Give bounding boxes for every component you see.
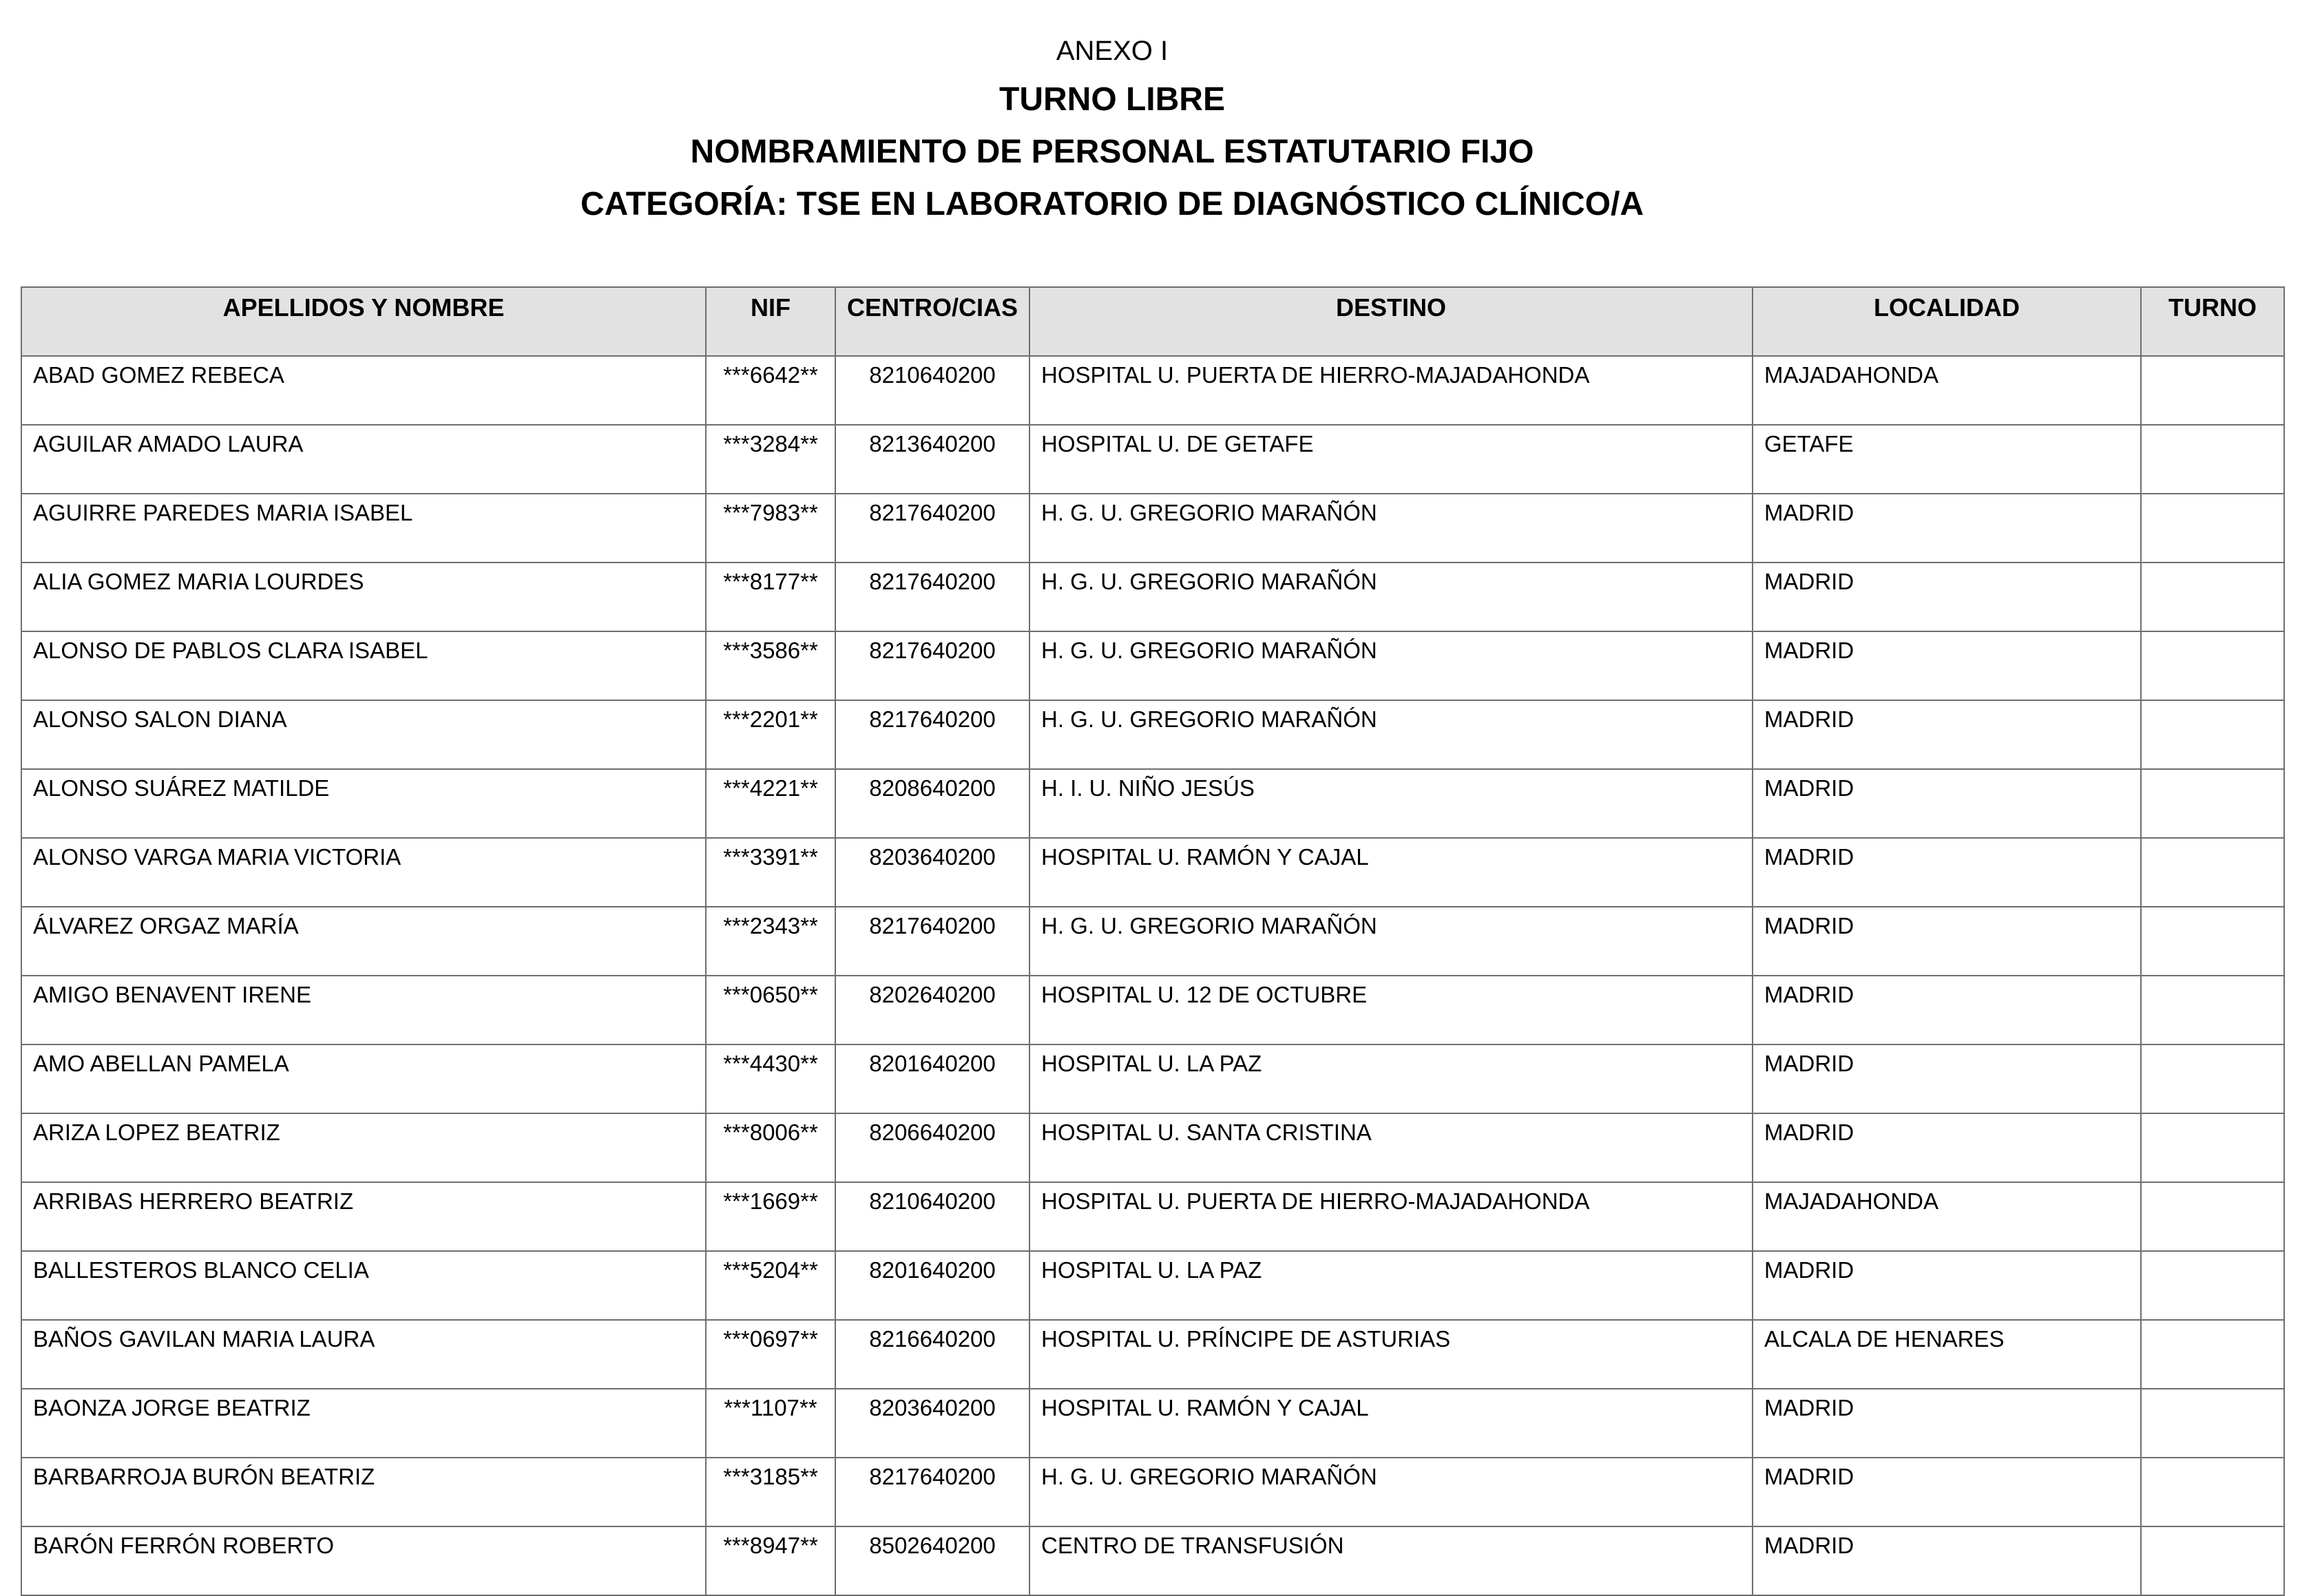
cell-nif: ***3284** [706,425,835,494]
table-row [21,1526,2284,1595]
cell-cias: 8217640200 [835,631,1029,700]
cell-name: ALONSO DE PABLOS CLARA ISABEL [21,631,706,700]
cell-name: ARIZA LOPEZ BEATRIZ [21,1113,706,1182]
cell-localidad: MADRID [1753,1251,2141,1320]
cell-localidad: ALCALA DE HENARES [1753,1320,2141,1389]
cell-localidad: MADRID [1753,1044,2141,1113]
cell-nif: ***1669** [706,1182,835,1251]
cell-turno [2141,838,2284,907]
cell-destino: HOSPITAL U. RAMÓN Y CAJAL [1029,1389,1753,1458]
cell-name: BAÑOS GAVILAN MARIA LAURA [21,1320,706,1389]
cell-turno [2141,1458,2284,1526]
cell-localidad: MADRID [1753,700,2141,769]
cell-nif: ***5204** [706,1251,835,1320]
column-header-cias: CENTRO/CIAS [835,287,1029,356]
cell-nif: ***3391** [706,838,835,907]
table-row [21,1458,2284,1526]
cell-cias: 8201640200 [835,1044,1029,1113]
table-row [21,769,2284,838]
cell-nif: ***8947** [706,1526,835,1595]
appointments-table [21,286,2285,1596]
cell-turno [2141,769,2284,838]
cell-cias: 8201640200 [835,1251,1029,1320]
title-categoria: CATEGORÍA: TSE EN LABORATORIO DE DIAGNÓSTICO CLÍNICO/A [580,186,1644,222]
cell-turno [2141,563,2284,631]
cell-destino: HOSPITAL U. DE GETAFE [1029,425,1753,494]
cell-turno [2141,700,2284,769]
table-row [21,700,2284,769]
cell-localidad: MADRID [1753,494,2141,563]
table-row [21,1320,2284,1389]
table-row [21,1182,2284,1251]
cell-nif: ***7983** [706,494,835,563]
cell-name: ÁLVAREZ ORGAZ MARÍA [21,907,706,976]
cell-name: AGUIRRE PAREDES MARIA ISABEL [21,494,706,563]
cell-name: AMO ABELLAN PAMELA [21,1044,706,1113]
cell-nif: ***6642** [706,356,835,425]
column-header-turno: TURNO [2141,287,2284,356]
cell-turno [2141,1113,2284,1182]
table-row [21,907,2284,976]
title-nombramiento: NOMBRAMIENTO DE PERSONAL ESTATUTARIO FIJO [690,134,1534,170]
cell-destino: H. G. U. GREGORIO MARAÑÓN [1029,631,1753,700]
cell-localidad: GETAFE [1753,425,2141,494]
cell-destino: CENTRO DE TRANSFUSIÓN [1029,1526,1753,1595]
cell-cias: 8203640200 [835,838,1029,907]
table-row [21,1389,2284,1458]
table-row [21,494,2284,563]
cell-cias: 8208640200 [835,769,1029,838]
cell-nif: ***1107** [706,1389,835,1458]
cell-localidad: MADRID [1753,1458,2141,1526]
cell-localidad: MADRID [1753,563,2141,631]
cell-cias: 8210640200 [835,356,1029,425]
cell-cias: 8206640200 [835,1113,1029,1182]
cell-turno [2141,1389,2284,1458]
cell-cias: 8217640200 [835,700,1029,769]
table-row [21,1251,2284,1320]
cell-destino: HOSPITAL U. RAMÓN Y CAJAL [1029,838,1753,907]
cell-cias: 8217640200 [835,1458,1029,1526]
cell-cias: 8217640200 [835,563,1029,631]
cell-turno [2141,1044,2284,1113]
cell-name: BALLESTEROS BLANCO CELIA [21,1251,706,1320]
cell-name: BARBARROJA BURÓN BEATRIZ [21,1458,706,1526]
cell-turno [2141,1320,2284,1389]
cell-destino: H. G. U. GREGORIO MARAÑÓN [1029,700,1753,769]
cell-localidad: MADRID [1753,1526,2141,1595]
cell-localidad: MAJADAHONDA [1753,356,2141,425]
cell-name: BAONZA JORGE BEATRIZ [21,1389,706,1458]
cell-cias: 8502640200 [835,1526,1029,1595]
cell-localidad: MAJADAHONDA [1753,1182,2141,1251]
cell-destino: H. G. U. GREGORIO MARAÑÓN [1029,563,1753,631]
cell-turno [2141,1526,2284,1595]
table-row [21,631,2284,700]
cell-nif: ***4430** [706,1044,835,1113]
cell-turno [2141,907,2284,976]
cell-name: ALONSO SALON DIANA [21,700,706,769]
cell-destino: HOSPITAL U. PUERTA DE HIERRO-MAJADAHONDA [1029,356,1753,425]
title-turno: TURNO LIBRE [999,81,1225,118]
cell-nif: ***3185** [706,1458,835,1526]
cell-nif: ***4221** [706,769,835,838]
cell-localidad: MADRID [1753,631,2141,700]
cell-name: AMIGO BENAVENT IRENE [21,976,706,1044]
cell-turno [2141,976,2284,1044]
cell-name: BARÓN FERRÓN ROBERTO [21,1526,706,1595]
cell-cias: 8210640200 [835,1182,1029,1251]
cell-cias: 8217640200 [835,907,1029,976]
cell-cias: 8217640200 [835,494,1029,563]
cell-cias: 8213640200 [835,425,1029,494]
cell-name: ABAD GOMEZ REBECA [21,356,706,425]
cell-destino: HOSPITAL U. PUERTA DE HIERRO-MAJADAHONDA [1029,1182,1753,1251]
table-row [21,1044,2284,1113]
cell-localidad: MADRID [1753,907,2141,976]
cell-name: ARRIBAS HERRERO BEATRIZ [21,1182,706,1251]
column-header-destino: DESTINO [1029,287,1753,356]
cell-cias: 8202640200 [835,976,1029,1044]
cell-cias: 8216640200 [835,1320,1029,1389]
cell-localidad: MADRID [1753,838,2141,907]
cell-localidad: MADRID [1753,976,2141,1044]
cell-destino: HOSPITAL U. PRÍNCIPE DE ASTURIAS [1029,1320,1753,1389]
column-header-name: APELLIDOS Y NOMBRE [21,287,706,356]
table-row [21,425,2284,494]
cell-name: ALIA GOMEZ MARIA LOURDES [21,563,706,631]
cell-turno [2141,356,2284,425]
column-header-nif: NIF [706,287,835,356]
cell-nif: ***8006** [706,1113,835,1182]
cell-name: ALONSO SUÁREZ MATILDE [21,769,706,838]
cell-destino: H. I. U. NIÑO JESÚS [1029,769,1753,838]
cell-localidad: MADRID [1753,1389,2141,1458]
table-row [21,976,2284,1044]
cell-localidad: MADRID [1753,1113,2141,1182]
cell-turno [2141,631,2284,700]
cell-destino: H. G. U. GREGORIO MARAÑÓN [1029,494,1753,563]
cell-cias: 8203640200 [835,1389,1029,1458]
cell-destino: H. G. U. GREGORIO MARAÑÓN [1029,907,1753,976]
cell-name: ALONSO VARGA MARIA VICTORIA [21,838,706,907]
table-header-row [21,287,2284,356]
table-row [21,838,2284,907]
cell-nif: ***0697** [706,1320,835,1389]
cell-destino: H. G. U. GREGORIO MARAÑÓN [1029,1458,1753,1526]
cell-destino: HOSPITAL U. LA PAZ [1029,1044,1753,1113]
cell-nif: ***3586** [706,631,835,700]
cell-name: AGUILAR AMADO LAURA [21,425,706,494]
cell-nif: ***0650** [706,976,835,1044]
cell-destino: HOSPITAL U. 12 DE OCTUBRE [1029,976,1753,1044]
cell-turno [2141,494,2284,563]
cell-nif: ***2201** [706,700,835,769]
table-row [21,563,2284,631]
cell-destino: HOSPITAL U. SANTA CRISTINA [1029,1113,1753,1182]
cell-turno [2141,1182,2284,1251]
annex-label: ANEXO I [1056,36,1169,66]
table-row [21,356,2284,425]
cell-turno [2141,1251,2284,1320]
cell-nif: ***2343** [706,907,835,976]
cell-localidad: MADRID [1753,769,2141,838]
cell-destino: HOSPITAL U. LA PAZ [1029,1251,1753,1320]
column-header-localidad: LOCALIDAD [1753,287,2141,356]
cell-nif: ***8177** [706,563,835,631]
cell-turno [2141,425,2284,494]
table-row [21,1113,2284,1182]
